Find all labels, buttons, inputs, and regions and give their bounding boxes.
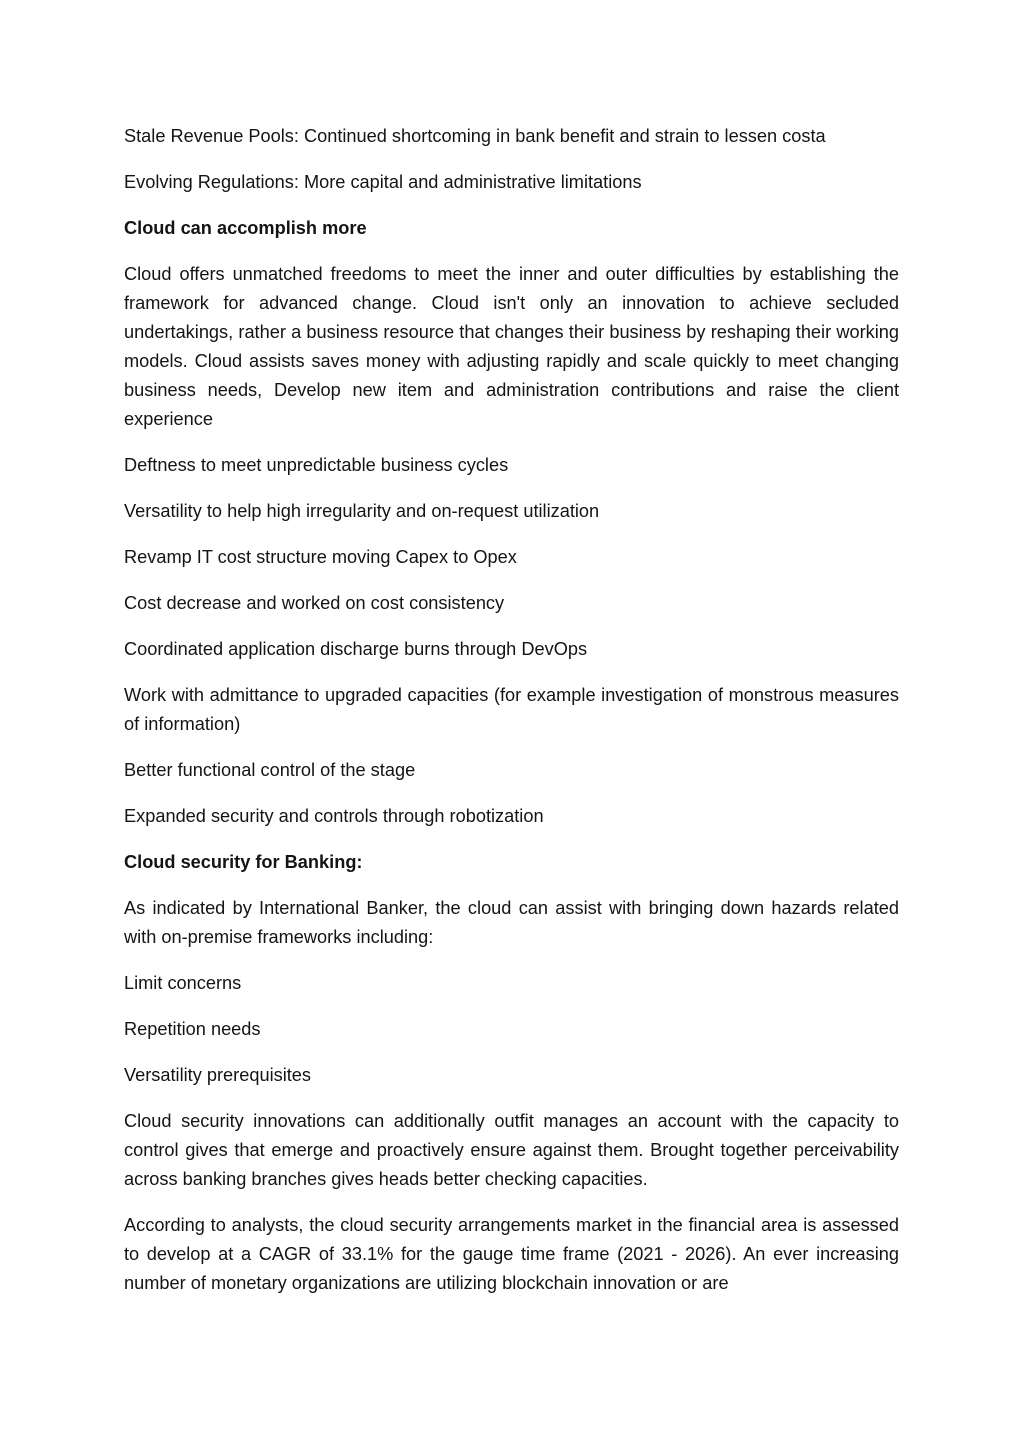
list-item-versatility: Versatility to help high irregularity and on-request utilization [124,501,600,521]
list-item-upgraded-capacities: Work with admittance to upgraded capacities (for example investigation of monstrous measures of information) [124,685,899,734]
list-item-limit-concerns: Limit concerns [124,973,242,993]
list-item-deftness: Deftness to meet unpredictable business cycles [124,455,509,475]
paragraph-cloud-offers: Cloud offers unmatched freedoms to meet the inner and outer difficulties by establishing the framework for advanced change. Cloud isn't only an innovation to achieve secluded undertakings, rather a business resource that changes their business by reshaping their working models. Cloud assists saves money with adjusting rapidly and scale quickly to meet changing business needs, Develop new item and administration contributions and raise the client experience [124,264,899,429]
paragraph-stale-revenue-pools: Stale Revenue Pools: Continued shortcoming in bank benefit and strain to lessen costa [124,126,826,146]
list-item-cost-decrease: Cost decrease and worked on cost consistency [124,593,505,613]
paragraph-evolving-regulations: Evolving Regulations: More capital and administrative limitations [124,172,642,192]
list-item-functional-control: Better functional control of the stage [124,760,416,780]
document-body [124,122,899,1315]
paragraph-cloud-security-innovations: Cloud security innovations can additionally outfit manages an account with the capacity to control gives that emerge and proactively ensure against them. Brought together perceivability across banking branches gives heads better checking capacities. [124,1111,899,1189]
heading-cloud-security-for-banking: Cloud security for Banking: [124,852,363,872]
paragraph-international-banker: As indicated by International Banker, the cloud can assist with bringing down hazards related with on-premise frameworks including: [124,898,899,947]
list-item-revamp-it-cost: Revamp IT cost structure moving Capex to Opex [124,547,517,567]
heading-cloud-can-accomplish-more: Cloud can accomplish more [124,218,367,238]
list-item-devops: Coordinated application discharge burns through DevOps [124,639,588,659]
paragraph-according-to-analysts: According to analysts, the cloud security arrangements market in the financial area is assessed to develop at a CAGR of 33.1% for the gauge time frame (2021 - 2026). An ever increasing number of monetary organizations are utilizing blockchain innovation or are [124,1215,899,1293]
list-item-repetition-needs: Repetition needs [124,1019,261,1039]
list-item-versatility-prerequisites: Versatility prerequisites [124,1065,312,1085]
list-item-expanded-security: Expanded security and controls through robotization [124,806,544,826]
